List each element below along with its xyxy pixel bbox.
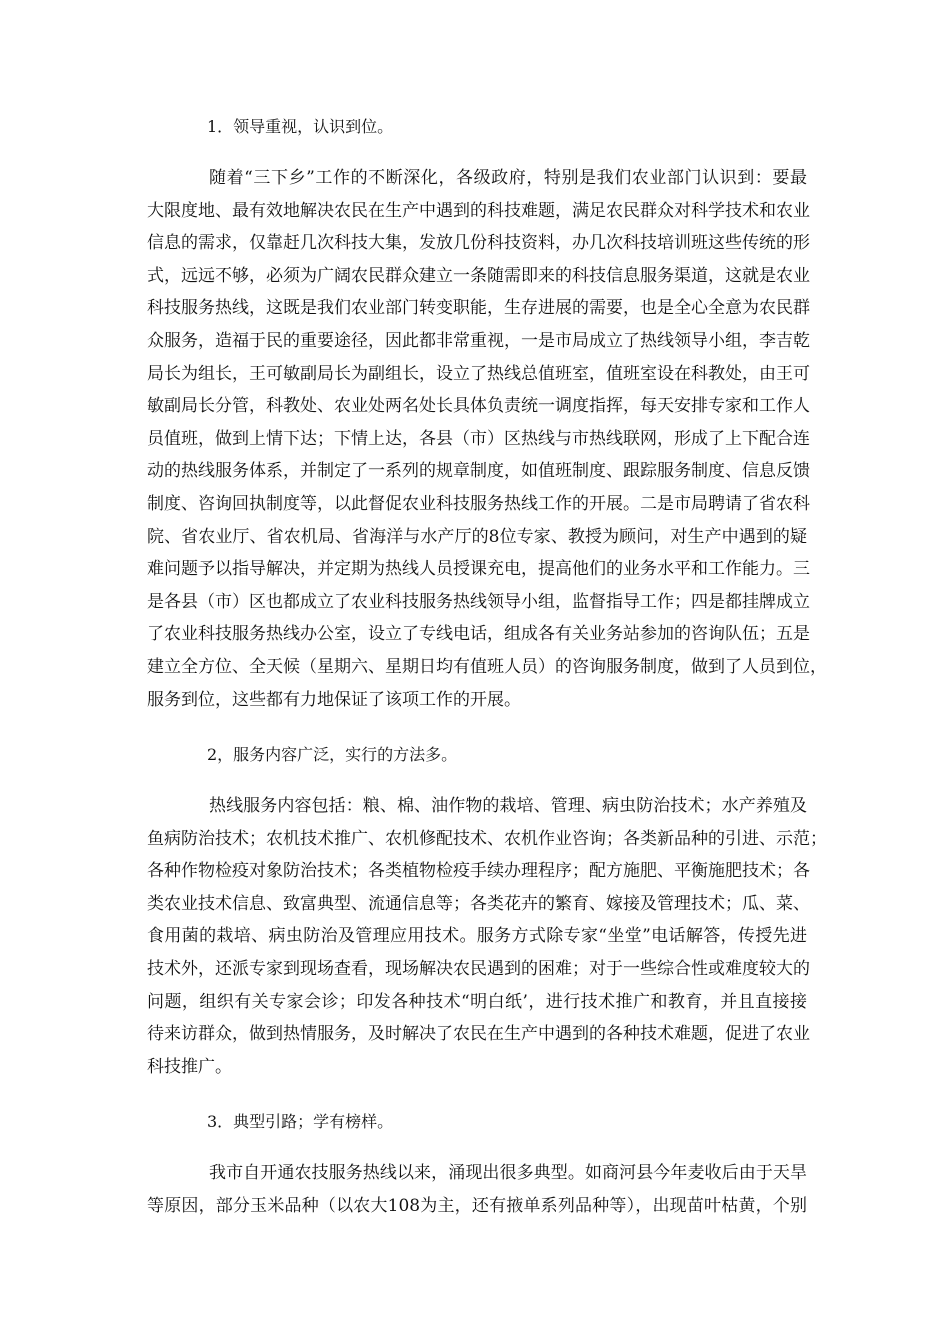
paragraph-line: 动的热线服务体系，并制定了一系列的规章制度，如值班制度、跟踪服务制度、信息反馈 [147, 461, 810, 482]
paragraph-line: 局长为组长，王可敏副局长为副组长，设立了热线总值班室，值班室设在科教处，由王可 [147, 363, 810, 384]
paragraph-line: 热线服务内容包括：粮、棉、油作物的栽培、管理、病虫防治技术；水产养殖及 [209, 796, 807, 817]
paragraph-line: 是各县（市）区也都成立了农业科技服务热线领导小组，监督指导工作；四是都挂牌成立 [147, 591, 810, 612]
paragraph-line: 科技推广。 [147, 1056, 232, 1077]
paragraph-line: 待来访群众，做到热情服务，及时解决了农民在生产中遇到的各种技术难题，促进了农业 [147, 1024, 810, 1045]
paragraph-line: 难问题予以指导解决，并定期为热线人员授课充电，提高他们的业务水平和工作能力。三 [147, 559, 810, 580]
paragraph-line: 技术外，还派专家到现场查看，现场解决农民遇到的困难；对于一些综合性或难度较大的 [147, 959, 810, 980]
paragraph-line: 建立全方位、全天候（星期六、星期日均有值班人员）的咨询服务制度，做到了人员到位， [147, 656, 827, 677]
section-paragraph-3 [147, 1157, 807, 1222]
paragraph-line: 式，远远不够，必须为广阔农民群众建立一条随需即来的科技信息服务渠道，这就是农业 [147, 265, 810, 286]
paragraph-line: 随着“三下乡”工作的不断深化，各级政府，特别是我们农业部门认识到：要最 [209, 168, 807, 188]
section-paragraph-1 [147, 162, 827, 716]
paragraph-line: 制度、咨询回执制度等，以此督促农业科技服务热线工作的开展。二是市局聘请了省农科 [147, 493, 810, 514]
paragraph-line: 食用菌的栽培、病虫防治及管理应用技术。服务方式除专家“坐堂”电话解答，传授先进 [147, 926, 807, 947]
paragraph-line: 院、省农业厅、省农机局、省海洋与水产厅的8位专家、教授为顾问，对生产中遇到的疑 [147, 526, 807, 547]
section-heading-1: 1．领导重视，认识到位。 [207, 117, 394, 136]
paragraph-line: 大限度地、最有效地解决农民在生产中遇到的科技难题，满足农民群众对科学技术和农业 [147, 200, 810, 221]
paragraph-line: 众服务，造福于民的重要途径，因此都非常重视，一是市局成立了热线领导小组，李吉乾 [147, 330, 810, 351]
paragraph-line: 问题，组织有关专家会诊；印发各种技术“明白纸’，进行技术推广和教育，并且直接接 [147, 991, 807, 1012]
paragraph-line: 类农业技术信息、致富典型、流通信息等；各类花卉的繁育、嫁接及管理技术；瓜、菜、 [147, 893, 810, 914]
paragraph-line: 员值班，做到上情下达；下情上达，各县（市）区热线与市热线联网，形成了上下配合连 [147, 428, 810, 449]
section-heading-3: 3．典型引路；学有榜样。 [207, 1112, 394, 1132]
paragraph-line: 等原因，部分玉米品种（以农大108为主，还有掖单系列品种等），出现苗叶枯黄，个别 [147, 1196, 807, 1217]
paragraph-line: 鱼病防治技术；农机技术推广、农机修配技术、农机作业咨询；各类新品种的引进、示范； [147, 828, 827, 849]
paragraph-line: 服务到位，这些都有力地保证了该项工作的开展。 [147, 689, 521, 710]
section-paragraph-2 [147, 790, 827, 1083]
paragraph-line: 科技服务热线，这既是我们农业部门转变职能，生存进展的需要，也是全心全意为农民群 [147, 298, 810, 319]
document-body [147, 112, 827, 1223]
paragraph-line: 各种作物检疫对象防治技术；各类植物检疫手续办理程序；配方施肥、平衡施肥技术；各 [147, 861, 810, 882]
paragraph-line: 了农业科技服务热线办公室，设立了专线电话，组成各有关业务站参加的咨询队伍；五是 [147, 624, 810, 645]
section-heading-2: 2，服务内容广泛，实行的方法多。 [207, 745, 458, 765]
paragraph-line: 我市自开通农技服务热线以来，涌现出很多典型。如商河县今年麦收后由于天旱 [209, 1163, 807, 1184]
paragraph-line: 信息的需求，仅靠赶几次科技大集，发放几份科技资料，办几次科技培训班这些传统的形 [147, 233, 810, 254]
paragraph-line: 敏副局长分管，科教处、农业处两名处长具体负责统一调度指挥，每天安排专家和工作人 [147, 396, 810, 417]
